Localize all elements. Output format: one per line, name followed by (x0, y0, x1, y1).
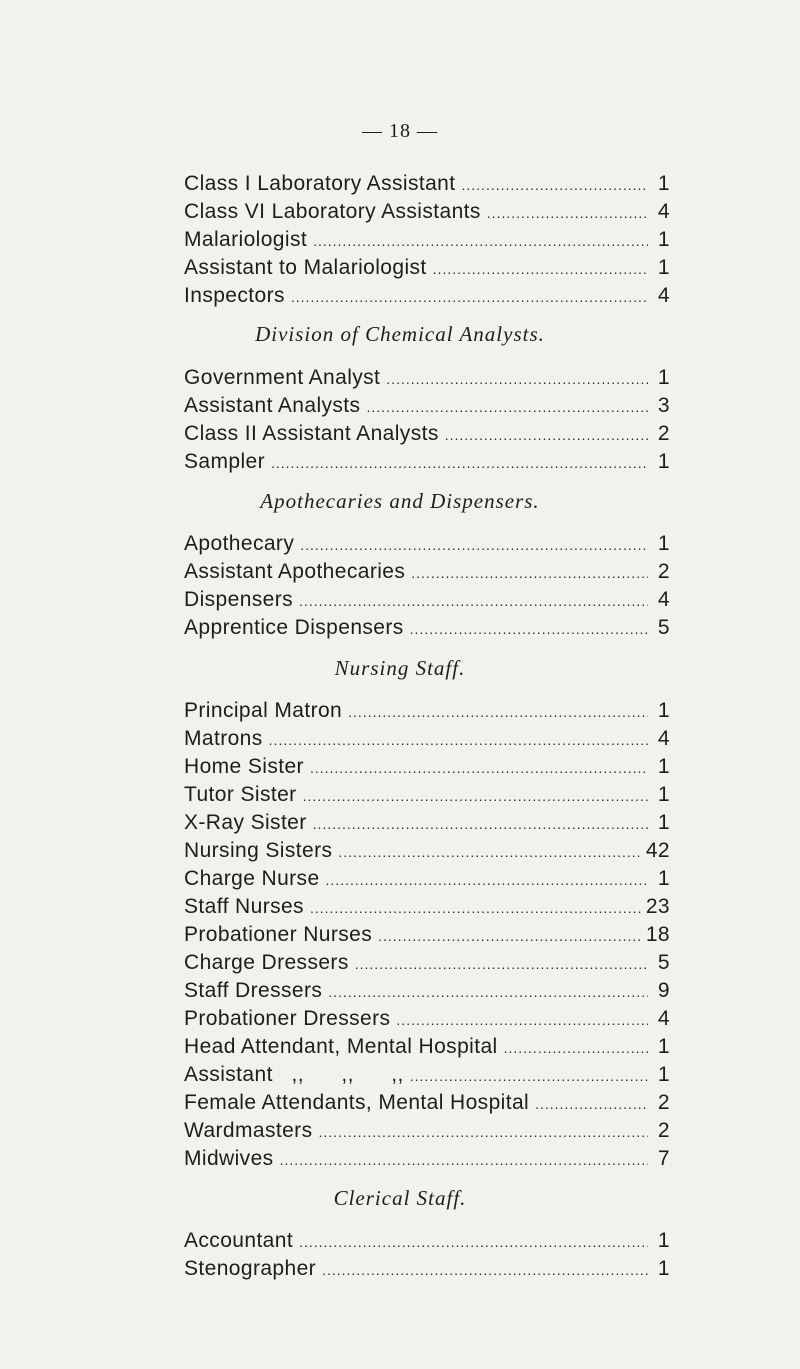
dot-leader (462, 171, 649, 199)
staff-title: Assistant Analysts (184, 394, 361, 417)
staff-count: 4 (657, 588, 670, 611)
staff-title: Assistant Apothecaries (184, 560, 406, 583)
dot-leader (318, 1118, 648, 1146)
staff-title: Charge Dressers (184, 951, 349, 974)
staff-title: Staff Dressers (184, 979, 323, 1002)
staff-title: Inspectors (184, 284, 285, 307)
staff-row (184, 893, 670, 921)
staff-count: 1 (657, 532, 670, 555)
dot-leader (410, 1062, 648, 1090)
staff-title: Government Analyst (184, 366, 381, 389)
staff-row (184, 753, 670, 781)
staff-title: Class I Laboratory Assistant (184, 172, 456, 195)
section-heading: Apothecaries and Dispensers. (260, 489, 540, 513)
dot-leader (299, 587, 648, 615)
dot-leader (411, 559, 648, 587)
staff-title: Nursing Sisters (184, 839, 333, 862)
staff-count: 1 (657, 172, 670, 195)
staff-title: Home Sister (184, 755, 304, 778)
staff-count: 23 (645, 895, 670, 918)
staff-title: Accountant (184, 1229, 294, 1252)
staff-row (184, 392, 670, 420)
staff-row (184, 1255, 670, 1283)
dot-leader (326, 866, 648, 894)
staff-title: Apothecary (184, 532, 295, 555)
staff-title: Apprentice Dispensers (184, 616, 404, 639)
staff-count: 1 (657, 1063, 670, 1086)
staff-count: 1 (657, 366, 670, 389)
staff-title: Tutor Sister (184, 783, 297, 806)
staff-row (184, 781, 670, 809)
page-number: — 18 — (362, 120, 438, 142)
staff-count: 4 (657, 727, 670, 750)
staff-title: Assistant to Malariologist (184, 256, 427, 279)
staff-count: 7 (657, 1147, 670, 1170)
staff-count: 1 (657, 450, 670, 473)
dot-leader (445, 421, 648, 449)
staff-count: 4 (657, 1007, 670, 1030)
staff-title: Female Attendants, Mental Hospital (184, 1091, 530, 1114)
staff-count: 1 (657, 1257, 670, 1280)
staff-count: 2 (657, 1119, 670, 1142)
dot-leader (378, 922, 642, 950)
staff-count: 42 (645, 839, 670, 862)
dot-leader (328, 978, 648, 1006)
staff-row (184, 614, 670, 642)
staff-title: Malariologist (184, 228, 308, 251)
dot-leader (433, 255, 648, 283)
dot-leader (504, 1034, 648, 1062)
dot-leader (386, 365, 648, 393)
staff-row (184, 282, 670, 310)
staff-row (184, 1117, 670, 1145)
dot-leader (348, 698, 648, 726)
dot-leader (271, 449, 648, 477)
staff-count: 1 (657, 811, 670, 834)
dot-leader (291, 283, 648, 311)
staff-title: Sampler (184, 450, 265, 473)
staff-title: Wardmasters (184, 1119, 313, 1142)
staff-row (184, 1227, 670, 1255)
dot-leader (300, 531, 648, 559)
staff-count: 1 (657, 228, 670, 251)
staff-count: 1 (657, 256, 670, 279)
staff-row (184, 420, 670, 448)
staff-title: Class II Assistant Analysts (184, 422, 439, 445)
staff-title: Principal Matron (184, 699, 343, 722)
staff-row (184, 949, 670, 977)
staff-title: Midwives (184, 1147, 274, 1170)
staff-row (184, 170, 670, 198)
staff-row (184, 837, 670, 865)
staff-row (184, 364, 670, 392)
staff-row (184, 1061, 670, 1089)
dot-leader (396, 1006, 648, 1034)
staff-row (184, 809, 670, 837)
staff-count: 1 (657, 783, 670, 806)
staff-count: 2 (657, 560, 670, 583)
staff-title: Assistant ,, ,, ,, (184, 1063, 404, 1086)
staff-row (184, 198, 670, 226)
dot-leader (313, 810, 648, 838)
staff-count: 18 (645, 923, 670, 946)
staff-row (184, 725, 670, 753)
dot-leader (366, 393, 648, 421)
staff-count: 1 (657, 867, 670, 890)
staff-title: Class VI Laboratory Assistants (184, 200, 481, 223)
staff-row (184, 1145, 670, 1173)
dot-leader (303, 782, 648, 810)
staff-row (184, 1033, 670, 1061)
dot-leader (535, 1090, 648, 1118)
dot-leader (487, 199, 648, 227)
staff-count: 2 (657, 1091, 670, 1114)
staff-count: 9 (657, 979, 670, 1002)
staff-row (184, 1005, 670, 1033)
staff-title: Probationer Dressers (184, 1007, 391, 1030)
staff-count: 3 (657, 394, 670, 417)
dot-leader (313, 227, 648, 255)
dot-leader (310, 894, 642, 922)
dot-leader (410, 615, 648, 643)
staff-count: 5 (657, 951, 670, 974)
staff-count: 1 (657, 755, 670, 778)
section-heading: Nursing Staff. (334, 656, 466, 680)
staff-row (184, 1089, 670, 1117)
staff-row (184, 921, 670, 949)
staff-title: Dispensers (184, 588, 294, 611)
staff-count: 2 (657, 422, 670, 445)
staff-row (184, 697, 670, 725)
staff-row (184, 448, 670, 476)
staff-row (184, 254, 670, 282)
staff-row (184, 865, 670, 893)
staff-row (184, 977, 670, 1005)
staff-row (184, 558, 670, 586)
dot-leader (299, 1228, 648, 1256)
staff-count: 1 (657, 699, 670, 722)
dot-leader (310, 754, 648, 782)
dot-leader (280, 1146, 648, 1174)
staff-count: 4 (657, 200, 670, 223)
staff-title: Staff Nurses (184, 895, 304, 918)
section-heading: Clerical Staff. (333, 1186, 467, 1210)
section-heading: Division of Chemical Analysts. (255, 322, 545, 346)
staff-count: 1 (657, 1229, 670, 1252)
dot-leader (338, 838, 641, 866)
staff-row (184, 586, 670, 614)
staff-count: 4 (657, 284, 670, 307)
staff-title: Probationer Nurses (184, 923, 373, 946)
staff-title: X-Ray Sister (184, 811, 307, 834)
staff-title: Head Attendant, Mental Hospital (184, 1035, 498, 1058)
staff-title: Charge Nurse (184, 867, 320, 890)
staff-title: Stenographer (184, 1257, 317, 1280)
staff-count: 1 (657, 1035, 670, 1058)
dot-leader (269, 726, 648, 754)
staff-row (184, 530, 670, 558)
staff-count: 5 (657, 616, 670, 639)
dot-leader (355, 950, 648, 978)
dot-leader (322, 1256, 648, 1284)
staff-title: Matrons (184, 727, 263, 750)
staff-row (184, 226, 670, 254)
